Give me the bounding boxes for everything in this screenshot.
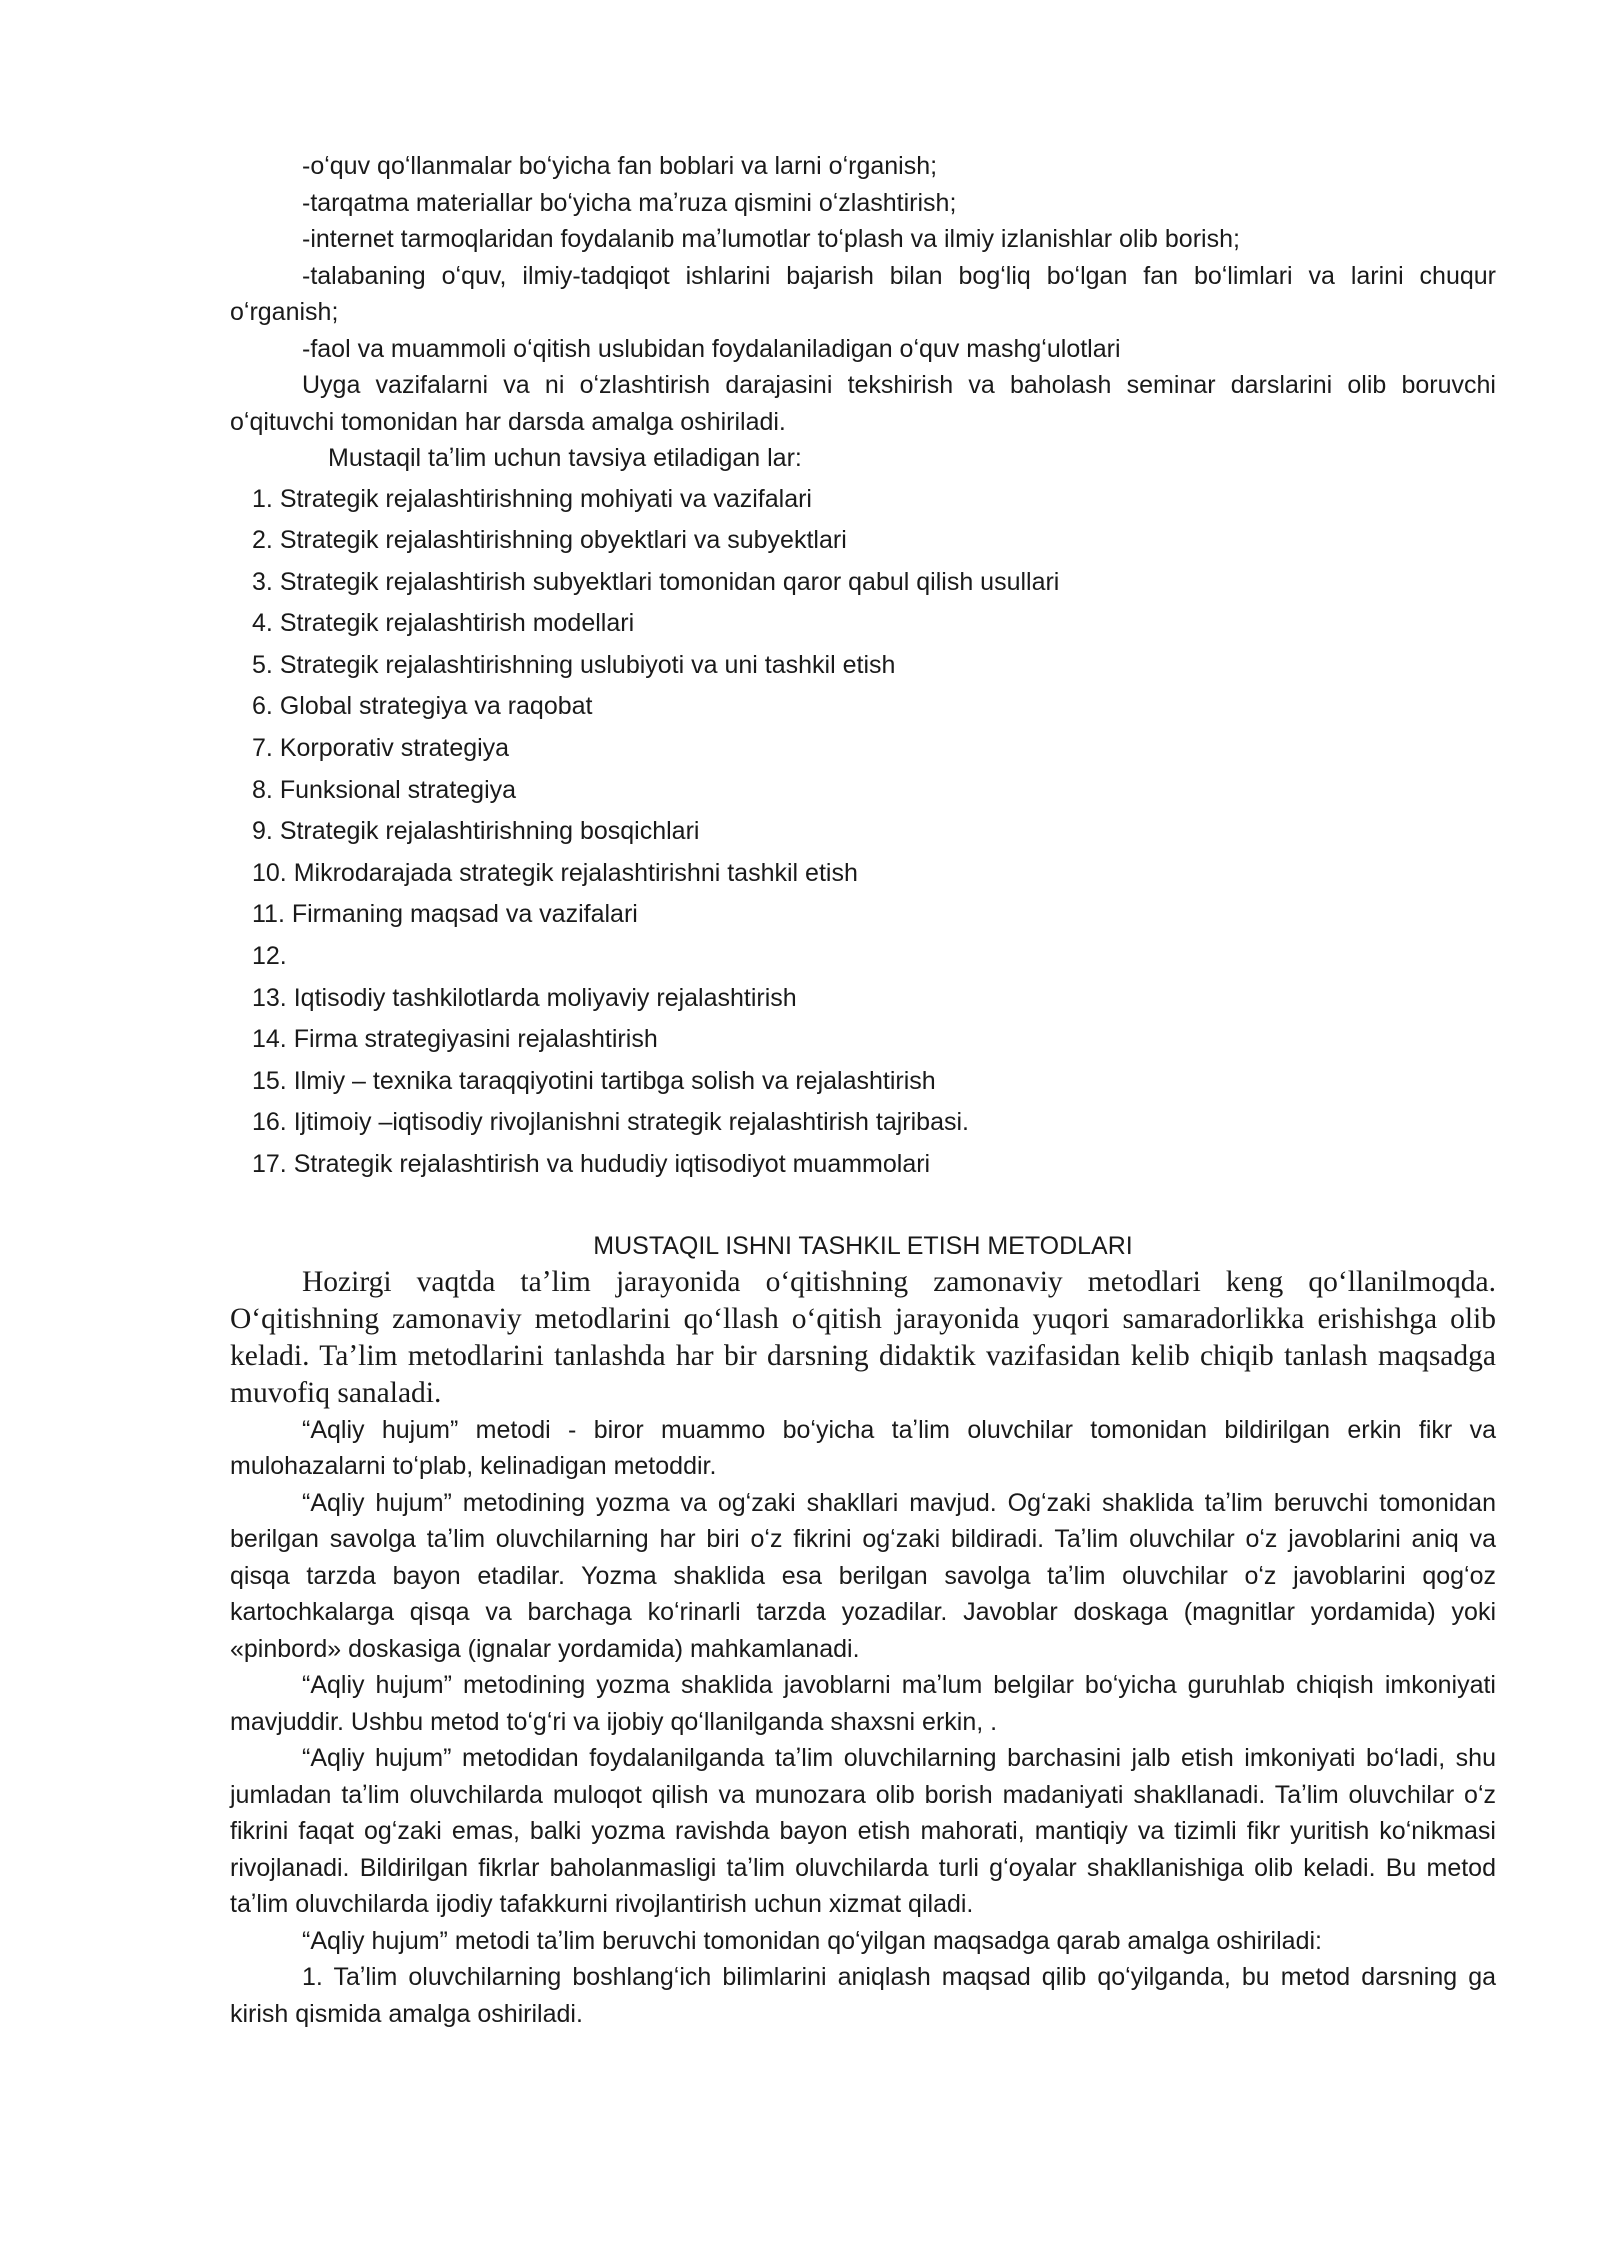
intro-item: -internet tarmoqlaridan foydalanib maʼlumotlar toʻplash va ilmiy izlanishlar olib borish; [302, 225, 1240, 253]
list-item-number: 1. [252, 484, 273, 513]
body-paragraph: “Aqliy hujum” metodining yozma shaklida javoblarni maʼlum belgilar boʻyicha guruhlab chiqish imkoniyati mavjuddir. Ushbu metod toʻgʻri va ijobiy qoʻllanilganda shaxsni erkin, . [230, 1671, 1496, 1736]
topics-list [230, 479, 1496, 1186]
list-item [252, 1019, 1496, 1061]
list-item [252, 1061, 1496, 1103]
list-item [252, 520, 1496, 562]
list-item-number: 12. [252, 942, 287, 971]
list-item [252, 686, 1496, 728]
list-item-number: 10. [252, 858, 287, 887]
list-item-text: Strategik rejalashtirishning bosqichlari [279, 817, 700, 846]
list-item [252, 603, 1496, 645]
list-item-number: 4. [252, 609, 273, 638]
list-item [252, 936, 1496, 978]
list-item-number: 7. [252, 734, 273, 763]
body-paragraph: “Aqliy hujum” metodidan foydalanilganda taʼlim oluvchilarning barchasini jalb etish imkoniyati boʻladi, shu jumladan taʼlim oluvchilarda muloqot qilish va munozara olib borish madaniyati shakllanadi. Taʼlim oluvchilar oʻz fikrini faqat ogʻzaki emas, balki yozma ravishda bayon etish mahorati, mantiqiy va tizimli fikr yuritish koʻnikmasi rivojlanadi. Bildirilgan fikrlar baholanmasligi taʼlim oluvchilarda turli gʻoyalar shakllanishiga olib keladi. Bu metod taʼlim oluvchilarda ijodiy tafakkurni rivojlantirish uchun xizmat qiladi. [230, 1744, 1496, 1919]
list-item-number: 14. [252, 1025, 287, 1054]
list-item-number: 13. [252, 983, 287, 1012]
list-item-text: Firmaning maqsad va vazifalari [291, 900, 638, 929]
list-item-number: 2. [252, 526, 273, 555]
body-paragraph: “Aqliy hujum” metodining yozma va ogʻzaki shakllari mavjud. Ogʻzaki shaklida taʼlim beruvchi tomonidan berilgan savolga taʼlim oluvchilarning har biri oʻz fikrini ogʻzaki bildiradi. Taʼlim oluvchilar oʻz javoblarini aniq va qisqa tarzda bayon etadilar. Yozma shaklida esa berilgan savolga taʼlim oluvchilar oʻz javoblarini qogʻoz kartochkalarga qisqa va barchaga koʻrinarli tarzda yozadilar. Javoblar doskaga (magnitlar yordamida) yoki «pinbord» doskasiga (ignalar yordamida) mahkamlanadi. [230, 1488, 1496, 1663]
list-item [252, 770, 1496, 812]
list-item-number: 15. [252, 1066, 287, 1095]
list-item-number: 16. [252, 1108, 287, 1137]
list-item [252, 1144, 1496, 1186]
list-item [252, 728, 1496, 770]
intro-item: -talabaning oʻquv, ilmiy-tadqiqot ishlarini bajarish bilan bogʻliq boʻlgan fan boʻlimlari va larini chuqur oʻrganish; [230, 261, 1496, 326]
intro-item: -tarqatma materiallar boʻyicha maʼruza qismini oʻzlashtirish; [302, 188, 957, 217]
body-paragraph: “Aqliy hujum” metodi - biror muammo boʻyicha taʼlim oluvchilar tomonidan bildirilgan erkin fikr va mulohazalarni toʻplab, kelinadigan metoddir. [230, 1415, 1496, 1481]
topics-heading: Mustaqil taʼlim uchun tavsiya etiladigan lar: [328, 444, 802, 472]
list-item-text: Global strategiya va raqobat [279, 692, 593, 721]
list-item [252, 811, 1496, 853]
list-item-text: Strategik rejalashtirishning mohiyati va vazifalari [279, 484, 812, 513]
serif-paragraph: Hozirgi vaqtda taʼlim jarayonida oʻqitishning zamonaviy metodlari keng qoʻllanilmoqda. Oʻqitishning zamonaviy metodlarini qoʻllash oʻqitish jarayonida yuqori samaradorlikka erishishga olib keladi. Taʼlim metodlarini tanlashda har bir darsning didaktik vazifasidan kelib chiqib tanlash maqsadga muvofiq sanaladi. [230, 1265, 1496, 1409]
list-item-number: 5. [252, 650, 273, 679]
list-item-text: Funksional strategiya [279, 775, 517, 804]
section-heading: MUSTAQIL ISHNI TASHKIL ETISH METODLARI [593, 1231, 1133, 1260]
list-item-number: 9. [252, 817, 273, 846]
intro-item: -faol va muammoli oʻqitish uslubidan foydalaniladigan oʻquv mashgʻulotlari [302, 334, 1121, 363]
list-item [252, 894, 1496, 936]
list-item-text: Strategik rejalashtirish subyektlari tomonidan qaror qabul qilish usullari [279, 567, 1060, 596]
list-item-text: Strategik rejalashtirishning obyektlari va subyektlari [279, 526, 847, 555]
list-item [252, 645, 1496, 687]
list-item-text: Iqtisodiy tashkilotlarda moliyaviy rejalashtirish [293, 983, 797, 1012]
list-item-text: Korporativ strategiya [279, 734, 510, 763]
list-item-number: 6. [252, 692, 273, 721]
body-paragraph: 1. Taʼlim oluvchilarning boshlangʻich bilimlarini aniqlash maqsad qilib qoʻyilganda, bu metod darsning ga kirish qismida amalga oshiriladi. [230, 1963, 1496, 2028]
body-paragraph: “Aqliy hujum” metodi taʼlim beruvchi tomonidan qoʻyilgan maqsadga qarab amalga oshiriladi: [302, 1926, 1322, 1955]
list-item-text: Strategik rejalashtirish va hududiy iqtisodiyot muammolari [293, 1150, 931, 1178]
list-item [252, 562, 1496, 604]
list-item [252, 479, 1496, 521]
list-item-text: Strategik rejalashtirishning uslubiyoti va uni tashkil etish [279, 650, 896, 679]
list-item-number: 17. [252, 1150, 287, 1178]
list-item [252, 853, 1496, 895]
intro-item: -oʻquv qoʻllanmalar boʻyicha fan boblari va larni oʻrganish; [302, 152, 938, 180]
control-paragraph: Uyga vazifalarni va ni oʻzlashtirish darajasini tekshirish va baholash seminar darslarini olib boruvchi oʻqituvchi tomonidan har darsda amalga oshiriladi. [230, 371, 1496, 436]
list-item-text: Mikrodarajada strategik rejalashtirishni tashkil etish [293, 858, 858, 887]
list-item-text: Ilmiy – texnika taraqqiyotini tartibga solish va rejalashtirish [293, 1066, 936, 1095]
list-item [252, 1102, 1496, 1144]
list-item-number: 11. [252, 900, 285, 929]
list-item-number: 3. [252, 567, 273, 596]
list-item-text: Firma strategiyasini rejalashtirish [293, 1025, 658, 1054]
list-item-text: Ijtimoiy –iqtisodiy rivojlanishni strategik rejalashtirish tajribasi. [293, 1108, 969, 1137]
list-item-text: Strategik rejalashtirish modellari [279, 609, 635, 638]
list-item [252, 978, 1496, 1020]
document-page [230, 148, 1496, 2032]
list-item-number: 8. [252, 775, 273, 804]
